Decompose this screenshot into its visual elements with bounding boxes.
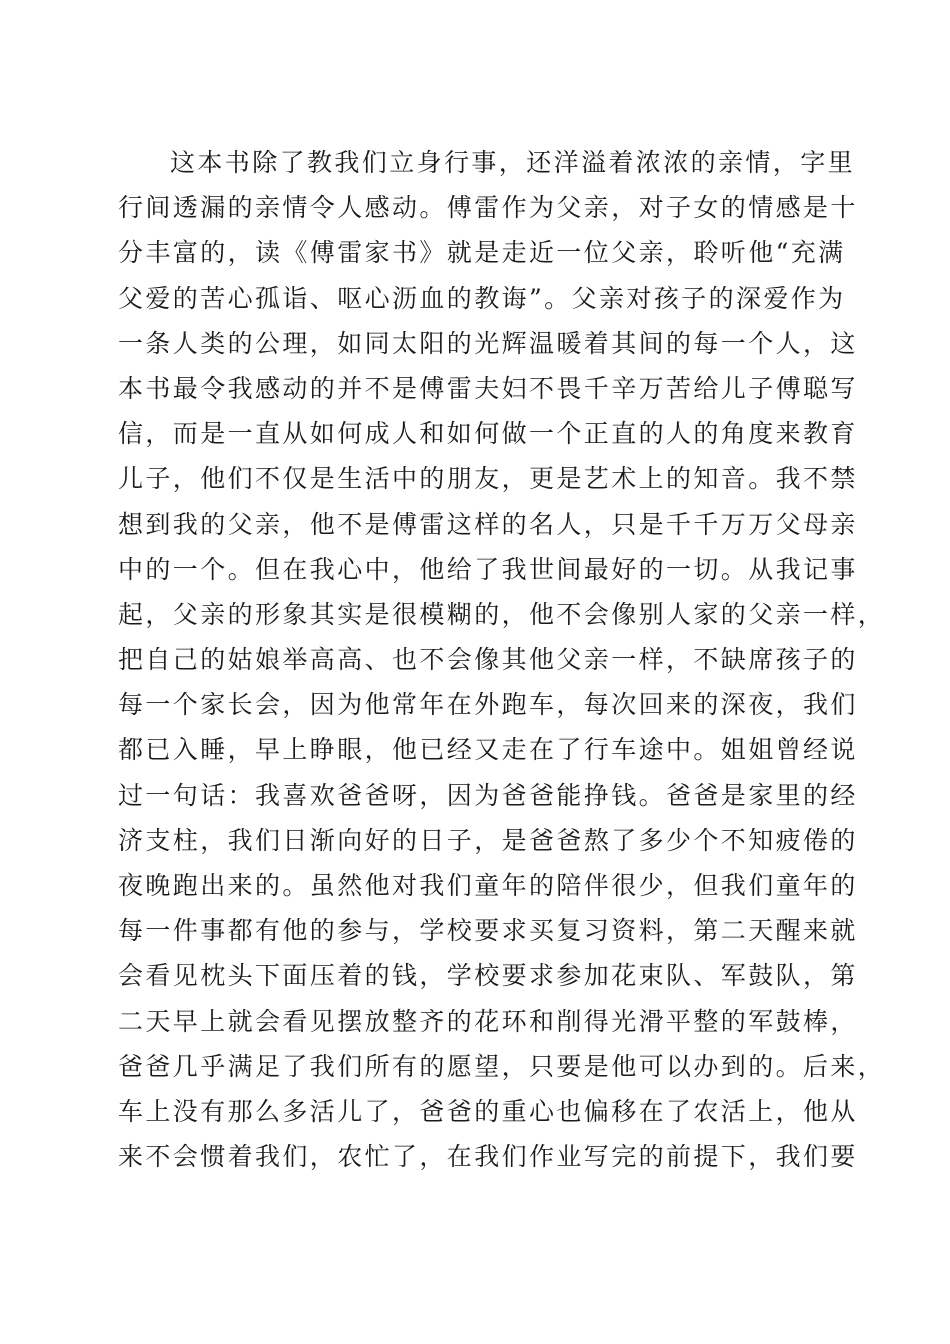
text-line: 会看见枕头下面压着的钱，学校要求参加花束队、军鼓队，第 <box>118 961 858 991</box>
text-line: 来不会惯着我们，农忙了，在我们作业写完的前提下，我们要 <box>118 1142 858 1172</box>
text-line: 都已入睡，早上睁眼，他已经又走在了行车途中。姐姐曾经说 <box>118 735 858 765</box>
text-line: 每一件事都有他的参与，学校要求买复习资料，第二天醒来就 <box>118 916 858 946</box>
text-line: 分丰富的，读《傅雷家书》就是走近一位父亲，聆听他“充满 <box>118 238 846 268</box>
text-line: 夜晚跑出来的。虽然他对我们童年的陪伴很少，但我们童年的 <box>118 871 858 900</box>
text-line: 父爱的苦心孤诣、呕心沥血的教诲”。父亲对孩子的深爱作为 <box>118 283 846 313</box>
text-line: 爸爸几乎满足了我们所有的愿望，只要是他可以办到的。后来， <box>118 1051 886 1081</box>
body-paragraph <box>118 140 886 1179</box>
text-line: 车上没有那么多活儿了，爸爸的重心也偏移在了农活上，他从 <box>118 1096 858 1126</box>
text-line: 本书最令我感动的并不是傅雷夫妇不畏千辛万苦给儿子傅聪写 <box>118 373 858 403</box>
text-line: 二天早上就会看见摆放整齐的花环和削得光滑平整的军鼓棒， <box>118 1006 858 1036</box>
text-line: 把自己的姑娘举高高、也不会像其他父亲一样，不缺席孩子的 <box>118 645 858 675</box>
text-line: 济支柱，我们日渐向好的日子，是爸爸熬了多少个不知疲倦的 <box>118 825 858 855</box>
text-line: 一条人类的公理，如同太阳的光辉温暖着其间的每一个人，这 <box>118 328 858 358</box>
text-line: 中的一个。但在我心中，他给了我世间最好的一切。从我记事 <box>118 554 858 584</box>
text-line: 想到我的父亲，他不是傅雷这样的名人，只是千千万万父母亲 <box>118 509 858 539</box>
text-line: 每一个家长会，因为他常年在外跑车，每次回来的深夜，我们 <box>118 690 858 720</box>
text-line: 儿子，他们不仅是生活中的朋友，更是艺术上的知音。我不禁 <box>118 464 858 494</box>
text-line: 这本书除了教我们立身行事，还洋溢着浓浓的亲情，字里 <box>170 148 856 177</box>
text-line: 行间透漏的亲情令人感动。傅雷作为父亲，对子女的情感是十 <box>118 193 858 223</box>
text-line: 信，而是一直从如何成人和如何做一个正直的人的角度来教育 <box>118 419 858 449</box>
text-line: 过一句话：我喜欢爸爸呀，因为爸爸能挣钱。爸爸是家里的经 <box>118 780 858 810</box>
text-line: 起，父亲的形象其实是很模糊的，他不会像别人家的父亲一样， <box>118 599 886 629</box>
